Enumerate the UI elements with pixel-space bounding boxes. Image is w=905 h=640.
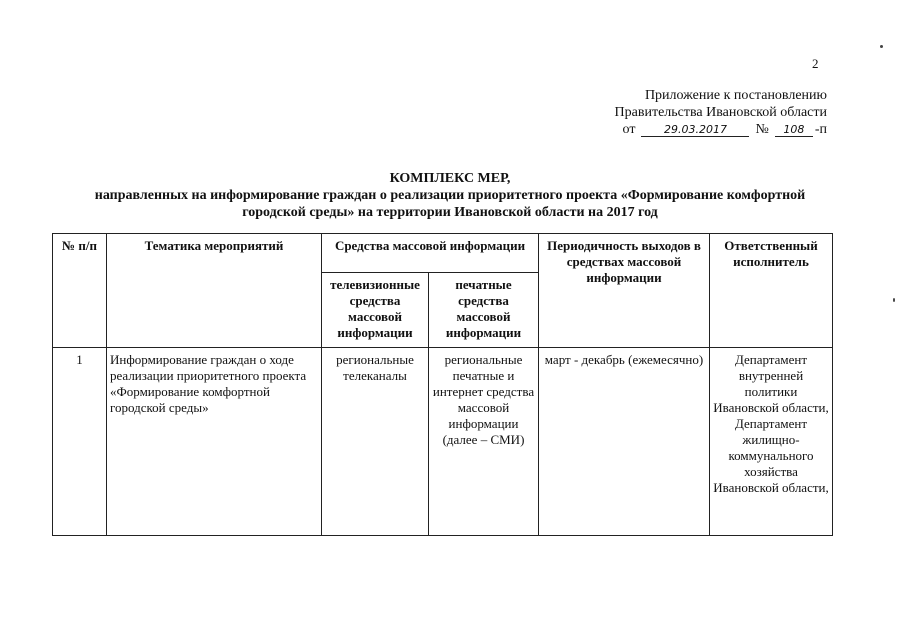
cell-num: 1 <box>53 348 107 536</box>
table-row <box>53 348 833 536</box>
measures-table <box>52 233 833 536</box>
appendix-line-2: Правительства Ивановской области <box>614 105 827 120</box>
page-number: 2 <box>812 56 819 71</box>
document-subtitle-line-2: городской среды» на территории Ивановской области на 2017 год <box>242 205 658 220</box>
document-subtitle-line-1: направленных на информирование граждан о реализации приоритетного проекта «Формирование комфортной <box>94 188 806 203</box>
header-periodicity: Периодичность выходов в средствах массовой информации <box>539 234 710 348</box>
header-media: Средства массовой информации <box>322 234 539 273</box>
header-num: № п/п <box>53 234 107 348</box>
appendix-date-line <box>615 121 827 138</box>
appendix-header <box>615 87 827 138</box>
header-media-tv: телевизионные средства массовой информации <box>322 273 429 348</box>
document-title: КОМПЛЕКС МЕР, <box>389 171 511 186</box>
appendix-line-1: Приложение к постановлению <box>644 88 827 103</box>
handwritten-number: 108 <box>775 123 813 137</box>
header-media-print: печатные средства массовой информации <box>429 273 539 348</box>
cell-responsible: Департамент внутренней политики Ивановской области, Департамент жилищно-коммунального хозяйства Ивановской области, <box>710 348 833 536</box>
number-prefix: № <box>755 122 769 137</box>
scan-speck <box>893 298 895 302</box>
cell-topic: Информирование граждан о ходе реализации приоритетного проекта «Формирование комфортной городской среды» <box>107 348 322 536</box>
cell-print: региональные печатные и интернет средства массовой информации (далее – СМИ) <box>429 348 539 536</box>
handwritten-date: 29.03.2017 <box>641 123 749 137</box>
cell-tv: региональные телеканалы <box>322 348 429 536</box>
header-responsible: Ответственный исполнитель <box>710 234 833 348</box>
header-topic: Тематика мероприятий <box>107 234 322 348</box>
cell-periodicity: март - декабрь (ежемесячно) <box>539 348 710 536</box>
date-prefix: от <box>622 122 636 137</box>
number-suffix: -п <box>814 122 827 137</box>
table-header-row <box>53 234 833 273</box>
scan-speck <box>880 45 883 48</box>
